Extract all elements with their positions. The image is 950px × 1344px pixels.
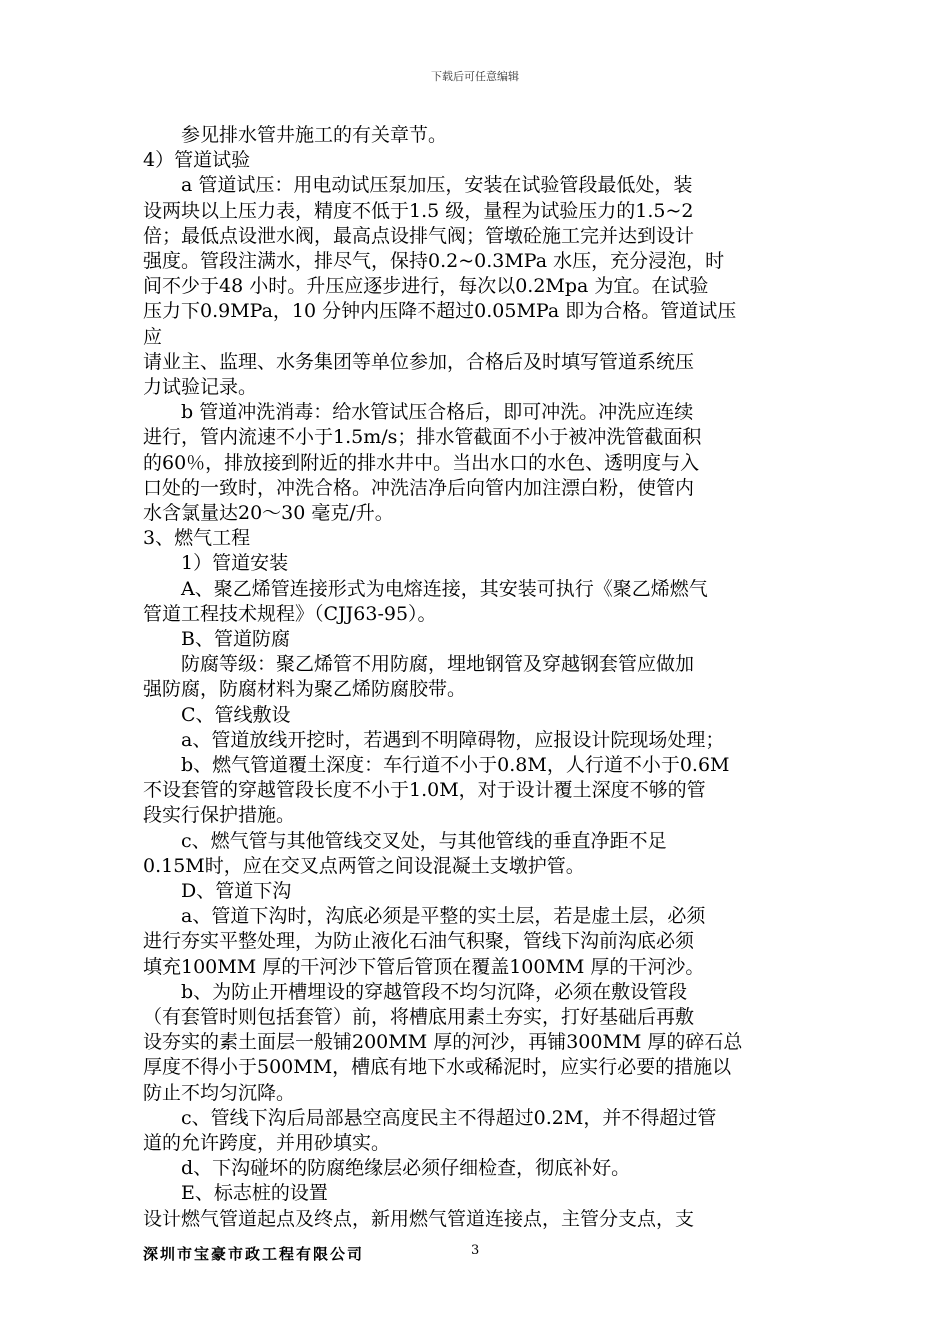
text-line: （有套管时则包括套管）前，将槽底用素土夯实，打好基础后再敷: [143, 1006, 695, 1028]
text-line: 3、燃气工程: [143, 527, 251, 550]
text-line: 0.15M时，应在交叉点两管之间设混凝土支墩护管。: [143, 854, 585, 877]
footer-company-name: 深圳市宝豪市政工程有限公司: [143, 1245, 365, 1263]
text-line: 设两块以上压力表，精度不低于1.5 级，量程为试验压力的1.5~2: [143, 199, 694, 222]
text-line: b、燃气管道覆土深度：车行道不小于0.8M，人行道不小于0.6M: [143, 754, 730, 776]
text-line: B、管道防腐: [143, 628, 290, 650]
text-line: E、标志桩的设置: [143, 1182, 328, 1205]
text-line: 设计燃气管道起点及终点，新用燃气管道连接点，主管分支点，支: [143, 1207, 695, 1230]
text-line: 厚度不得小于500MM，槽底有地下水或稀泥时，应实行必要的措施以: [143, 1056, 732, 1079]
text-line: A、聚乙烯管连接形式为电熔连接，其安装可执行《聚乙烯燃气: [143, 577, 708, 600]
text-line: 请业主、监理、水务集团等单位参加，合格后及时填写管道系统压: [143, 350, 695, 373]
text-line: 应: [143, 325, 163, 348]
text-line: 填充100MM 厚的干河沙下管后管顶在覆盖100MM 厚的干河沙。: [143, 955, 705, 978]
text-line: 进行，管内流速不小于1.5m/s；排水管截面不小于被冲洗管截面积: [143, 426, 702, 449]
text-line: d、下沟碰坏的防腐绝缘层必须仔细检查，彻底补好。: [143, 1157, 631, 1180]
text-line: 倍；最低点设泄水阀，最高点设排气阀；管墩砼施工完并达到设计: [143, 224, 695, 247]
text-line: 4）管道试验: [143, 149, 251, 172]
text-line: c、管线下沟后局部悬空高度民主不得超过0.2M，并不得超过管: [143, 1106, 717, 1129]
text-line: 间不少于48 小时。升压应逐步进行，每次以0.2Mpa 为宜。在试验: [143, 275, 709, 298]
text-line: 段实行保护措施。: [143, 804, 296, 827]
text-line: 不设套管的穿越管段长度不小于1.0M，对于设计覆土深度不够的管: [143, 779, 706, 802]
text-line: 强防腐，防腐材料为聚乙烯防腐胶带。: [143, 678, 467, 701]
text-line: 防腐等级：聚乙烯管不用防腐，埋地钢管及穿越钢套管应做加: [143, 653, 695, 676]
text-line: a、管道放线开挖时，若遇到不明障碍物，应报设计院现场处理；: [143, 728, 725, 751]
text-line: 的60％，排放接到附近的排水井中。当出水口的水色、透明度与入: [143, 451, 700, 474]
text-line: a 管道试压：用电动试压泵加压，安装在试验管段最低处，装: [143, 174, 693, 197]
text-line: 1）管道安装: [143, 552, 289, 575]
text-line: D、管道下沟: [143, 880, 292, 902]
text-line: 参见排水管井施工的有关章节。: [143, 124, 448, 146]
text-line: b、为防止开槽埋设的穿越管段不均匀沉降，必须在敷设管段: [143, 980, 688, 1003]
page-number: 3: [471, 1243, 480, 1258]
page-header: 下载后可任意编辑: [431, 70, 519, 83]
text-line: 设夯实的素土面层一般铺200MM 厚的河沙，再铺300MM 厚的碎石总: [143, 1031, 743, 1054]
text-line: 力试验记录。: [143, 376, 258, 398]
text-line: 道的允许跨度，并用砂填实。: [143, 1132, 391, 1154]
text-line: 口处的一致时，冲洗合格。冲洗洁净后向管内加注漂白粉，使管内: [143, 476, 695, 499]
text-line: b 管道冲洗消毒：给水管试压合格后，即可冲洗。冲洗应连续: [143, 401, 694, 424]
text-line: 管道工程技术规程》（CJJ63-95）。: [143, 602, 437, 625]
text-line: 进行夯实平整处理，为防止液化石油气积聚，管线下沟前沟底必须: [143, 930, 695, 953]
text-line: 强度。管段注满水，排尽气，保持0.2~0.3MPa 水压，充分浸泡，时: [143, 250, 725, 272]
text-line: 防止不均匀沉降。: [143, 1081, 296, 1104]
text-line: 压力下0.9MPa，10 分钟内压降不超过0.05MPa 即为合格。管道试压: [143, 300, 737, 323]
text-line: 水含氯量达20～30 毫克/升。: [143, 502, 394, 524]
text-line: C、管线敷设: [143, 703, 291, 726]
text-line: c、燃气管与其他管线交叉处，与其他管线的垂直净距不足: [143, 829, 667, 852]
text-line: a、管道下沟时，沟底必须是平整的实土层，若是虚土层，必须: [143, 905, 706, 928]
